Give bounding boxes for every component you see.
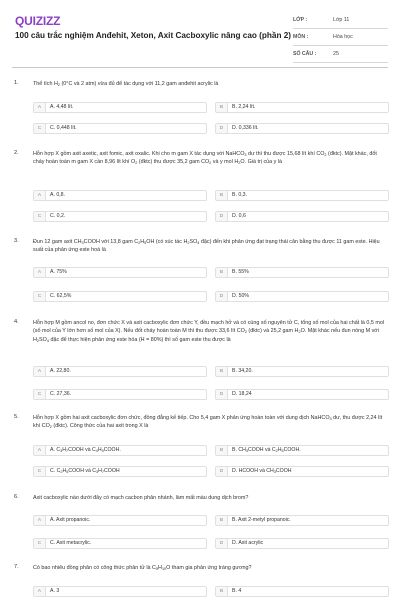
answer-option-d[interactable] — [215, 538, 389, 549]
answer-option-c[interactable] — [33, 291, 207, 302]
option-letter-badge: C — [34, 212, 46, 221]
question-text: Có bao nhiêu đồng phân có công thức phân tử là $C_5H_{10}O$ tham gia phản ứng tráng gương? — [33, 565, 252, 571]
option-letter-badge: C — [34, 124, 46, 133]
quizizz-logo: QUIZIZZ — [15, 14, 61, 28]
answer-option-d[interactable] — [215, 123, 389, 134]
meta-row-class — [293, 12, 388, 29]
option-text: D. Axit acrylic — [232, 540, 264, 546]
option-letter-badge: B — [216, 446, 228, 455]
question-number: 6. — [14, 494, 19, 500]
meta-value: 25 — [333, 51, 339, 57]
question-text: Hỗn hợp X gồm axit axetic, axit fomic, axit oxalic. Khi cho m gam X tác dụng với NaHCO$_3$ dư thì thu được 15,68 lít khí $CO_2$ (đktc). Mặt khác, đốt cháy hoàn toàn m gam X cần 8,96 lít khí $O_2$ (đktc) thu được 35,2 gam $CO_2$ và y mol $H_2O$. Giá trị của y là — [33, 151, 377, 166]
option-text: A. 4,48 lít. — [50, 104, 74, 110]
answer-option-b[interactable] — [215, 190, 389, 201]
option-text: C. 0,448 lít. — [50, 125, 77, 131]
option-letter-badge: C — [34, 467, 46, 476]
option-letter-badge: A — [34, 191, 46, 200]
question-number: 2. — [14, 150, 19, 156]
option-text: B. 4 — [232, 588, 242, 594]
option-text: C. 62,5% — [50, 293, 72, 299]
answer-option-a[interactable] — [33, 445, 207, 456]
option-text: B. $CH_3COOH$ và $C_2H_5COOH$. — [232, 447, 301, 453]
option-text: B. 0,3. — [232, 192, 247, 198]
answer-option-d[interactable] — [215, 211, 389, 222]
answer-option-b[interactable] — [215, 102, 389, 113]
option-text: C. $C_2H_5COOH$ và $C_3H_7COOH$ — [50, 468, 120, 474]
meta-label: MÔN : — [293, 34, 309, 40]
option-text: C. 0,2. — [50, 213, 66, 219]
option-letter-badge: D — [216, 390, 228, 399]
option-text: B. 34,20. — [232, 368, 253, 374]
meta-label: LỚP : — [293, 17, 308, 23]
option-letter-badge: B — [216, 103, 228, 112]
meta-value: Lớp 11 — [333, 17, 350, 23]
meta-label: SỐ CÂU : — [293, 51, 317, 57]
option-text: A. 22,80. — [50, 368, 71, 374]
question-number: 4. — [14, 319, 19, 325]
option-letter-badge: A — [34, 103, 46, 112]
option-text: A. 75% — [50, 269, 67, 275]
question-number: 3. — [14, 238, 19, 244]
answer-option-a[interactable] — [33, 366, 207, 377]
meta-row-count — [293, 46, 388, 63]
option-letter-badge: D — [216, 292, 228, 301]
option-text: D. 50% — [232, 293, 250, 299]
answer-option-b[interactable] — [215, 267, 389, 278]
answer-option-c[interactable] — [33, 466, 207, 477]
option-text: B. 55% — [232, 269, 249, 275]
question-text: Hỗn hợp M gồm ancol no, đơn chức X và axit cacboxylic đơn chức Y, đều mạch hở và có cùng số nguyên tử C, tổng số mol của hai chất là 0,5 mol (số mol của Y lớn hơn số mol của X). Nếu đốt cháy hoàn toàn M thì thu được 33,6 lít $CO_2$ (đktc) và 25,2 gam $H_2O$. Mặt khác nếu đun nóng M với $H_2SO_4$ đặc để thực hiện phản ứng este hóa (H = 80%) thì số gam este thu được là — [33, 320, 385, 343]
option-text: A. Axit propanoic. — [50, 517, 91, 523]
meta-value: Hóa học — [333, 34, 353, 40]
question-text: Thể tích $H_2$ (0°C và 2 atm) vừa đủ để tác dụng với 11,2 gam anđehit acrylic là — [33, 81, 219, 87]
answer-option-d[interactable] — [215, 389, 389, 400]
option-text: D. 18,24 — [232, 391, 252, 397]
option-letter-badge: A — [34, 516, 46, 525]
question-number: 7. — [14, 564, 19, 570]
answer-option-a[interactable] — [33, 190, 207, 201]
answer-option-b[interactable] — [215, 366, 389, 377]
answer-option-c[interactable] — [33, 389, 207, 400]
option-letter-badge: A — [34, 367, 46, 376]
answer-option-b[interactable] — [215, 586, 389, 597]
answer-option-b[interactable] — [215, 515, 389, 526]
option-text: B. 2,24 lít. — [232, 104, 256, 110]
question-text: Hỗn hợp X gồm hai axit cacboxylic đơn chức, đồng đẳng kế tiếp. Cho 5,4 gam X phản ứng hoàn toàn với dung dịch NaHCO$_3$ dư, thu được 2,24 lít khí $CO_2$ (đktc). Công thức của hai axit trong X là — [33, 415, 383, 430]
question-number: 5. — [14, 414, 19, 420]
answer-option-a[interactable] — [33, 515, 207, 526]
question-text: Axit cacboxylic nào dưới đây có mạch cacbon phân nhánh, làm mất màu dung dịch brom? — [33, 495, 249, 501]
option-letter-badge: A — [34, 446, 46, 455]
option-letter-badge: A — [34, 268, 46, 277]
option-text: C. Axit metacrylic. — [50, 540, 92, 546]
answer-option-a[interactable] — [33, 267, 207, 278]
option-letter-badge: B — [216, 367, 228, 376]
document-header — [0, 0, 400, 62]
option-letter-badge: B — [216, 587, 228, 596]
answer-option-b[interactable] — [215, 445, 389, 456]
answer-option-c[interactable] — [33, 211, 207, 222]
option-letter-badge: D — [216, 539, 228, 548]
option-text: A. $C_3H_7COOH$ và $C_4H_9COOH$. — [50, 447, 121, 453]
option-text: A. 0,8. — [50, 192, 65, 198]
answer-option-d[interactable] — [215, 291, 389, 302]
option-letter-badge: B — [216, 191, 228, 200]
question-number: 1. — [14, 80, 19, 86]
page-title: 100 câu trắc nghiệm Anđehit, Xeton, Axit Cacboxylic nâng cao (phần 2) — [15, 31, 292, 40]
answer-option-a[interactable] — [33, 586, 207, 597]
option-text: B. Axit 2-metyl propanoic. — [232, 517, 291, 523]
option-letter-badge: C — [34, 292, 46, 301]
answer-option-a[interactable] — [33, 102, 207, 113]
option-letter-badge: C — [34, 539, 46, 548]
option-letter-badge: B — [216, 268, 228, 277]
option-text: D. 0,6 — [232, 213, 246, 219]
option-text: D. HCOOH và $CH_3COOH$ — [232, 468, 292, 474]
answer-option-c[interactable] — [33, 538, 207, 549]
header-divider — [12, 67, 388, 68]
option-text: A. 3 — [50, 588, 60, 594]
answer-option-c[interactable] — [33, 123, 207, 134]
answer-option-d[interactable] — [215, 466, 389, 477]
meta-row-subject — [293, 29, 388, 46]
option-letter-badge: D — [216, 467, 228, 476]
option-letter-badge: D — [216, 212, 228, 221]
option-text: C. 27,36. — [50, 391, 72, 397]
option-letter-badge: C — [34, 390, 46, 399]
option-letter-badge: D — [216, 124, 228, 133]
question-text: Đun 12 gam axit $CH_3COOH$ với 13,8 gam $C_2H_5OH$ (có xúc tác $H_2SO_4$ đặc) đến khi phản ứng đạt trạng thái cân bằng thu được 11 gam este. Hiệu suất của phản ứng este hoá là — [33, 239, 380, 254]
meta-table — [293, 12, 388, 63]
option-letter-badge: A — [34, 587, 46, 596]
option-text: D. 0,336 lít. — [232, 125, 259, 131]
option-letter-badge: B — [216, 516, 228, 525]
